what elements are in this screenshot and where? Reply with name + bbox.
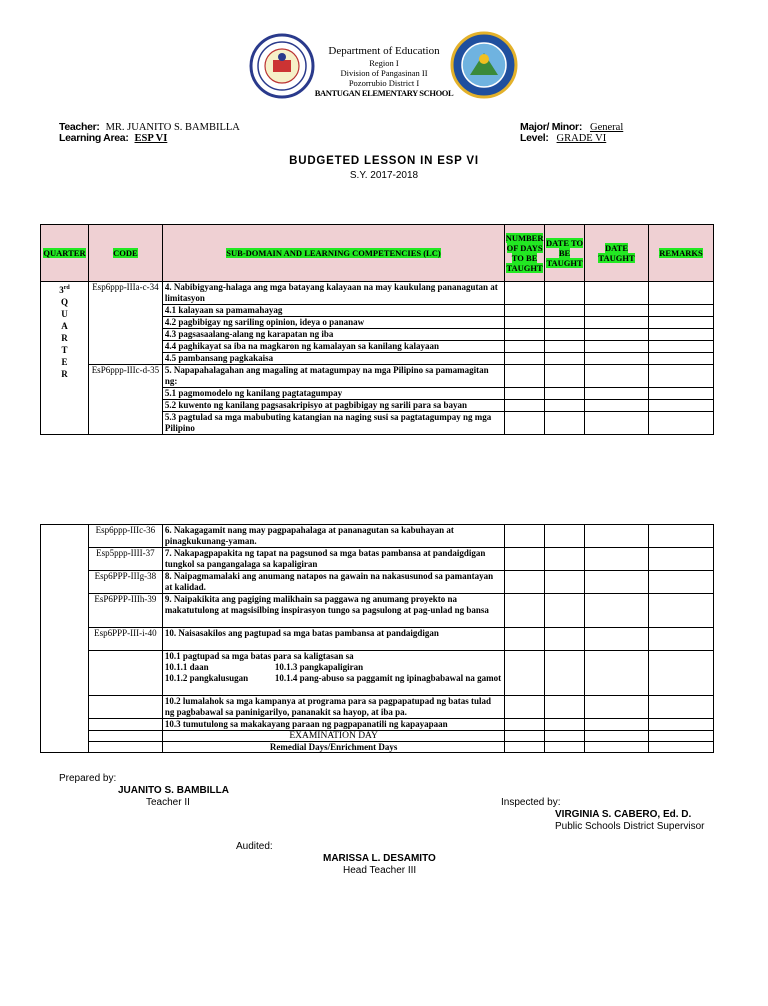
- lc-cell: 10. Naisasakilos ang pagtupad sa mga batas pambansa at pandaigdigan: [162, 628, 505, 651]
- table-row: [41, 282, 714, 305]
- division-name: Division of Pangasinan II: [340, 68, 428, 78]
- lc-cell: 4.4 paghikayat sa iba na magkaron ng kamalayan sa kanilang kalayaan: [162, 341, 504, 353]
- area-line: [59, 132, 167, 144]
- date-taught-header: DATE TAUGHT: [585, 225, 649, 282]
- lc-cell: 10.3 tumutulong sa makakayang paraan ng pagpapanatili ng kapayapaan: [162, 719, 505, 731]
- table-row: [41, 719, 714, 731]
- lc-cell: 10.1 pagtupad sa mga batas para sa kaligtasan sa 10.1.1 daan 10.1.3 pangkapaligiran 10.1.2 pangkalusugan 10.1.4 pang-abuso sa paggamit ng ipinagbabawal na gamot: [162, 651, 505, 696]
- code-header: CODE: [88, 225, 162, 282]
- major-value: General: [590, 122, 624, 133]
- code-cell: Esp6PPP-III-i-40: [88, 628, 162, 651]
- code-cell: Esp6ppp-IIIa-c-34: [88, 282, 162, 365]
- lc-cell: 4.5 pambansang pagkakaisa: [162, 353, 504, 365]
- teacher-value: MR. JUANITO S. BAMBILLA: [105, 122, 240, 133]
- lc-cell: 8. Naipagmamalaki ang anumang natapos na gawain na nakasusunod sa pamantayan at kalidad.: [162, 571, 505, 594]
- table-row: [41, 651, 714, 696]
- inspected-position: Public Schools District Supervisor: [555, 821, 705, 832]
- prepared-name: JUANITO S. BAMBILLA: [118, 785, 229, 796]
- code-cell: EsP6PPP-IIIh-39: [88, 594, 162, 628]
- code-cell: Esp5ppp-IIII-37: [88, 548, 162, 571]
- lc-cell: 5. Napapahalagahan ang magaling at matagumpay na mga Pilipino sa pamamagitan ng:: [162, 365, 504, 388]
- lc-cell: 5.1 pagmomodelo ng kanilang pagtatagumpay: [162, 388, 504, 400]
- quarter-header: QUARTER: [41, 225, 89, 282]
- date-to-header: DATE TO BE TAUGHT: [545, 225, 585, 282]
- lc-cell: 4. Nabibigyang-halaga ang mga batayang kalayaan na may kaukulang pananagutan at limitasyon: [162, 282, 504, 305]
- lesson-table-1: [40, 224, 714, 435]
- table-row: [41, 548, 714, 571]
- page-title: BUDGETED LESSON IN ESP VI: [289, 155, 479, 167]
- major-label: Major/ Minor:: [520, 121, 583, 133]
- level-line: [520, 132, 606, 144]
- table-row: [41, 696, 714, 719]
- table-row: [41, 365, 714, 388]
- lc-cell: 9. Naipakikita ang pagiging malikhain sa paggawa ng anumang proyekto na makatutulong at magsisilbing inspirasyon tungo sa pagsulong at pag-unlad ng bansa: [162, 594, 505, 628]
- audited-label: Audited:: [236, 841, 273, 852]
- lc-cell: 10.2 lumalahok sa mga kampanya at programa para sa pagpapatupad ng batas tulad ng pagbabawal sa paninigarilyo, pananakit sa hayop, at iba pa.: [162, 696, 505, 719]
- lc-cell: 5.2 kuwento ng kanilang pagsasakripisyo at pagbibigay ng sarili para sa bayan: [162, 400, 504, 412]
- table-row: [41, 628, 714, 651]
- prepared-label: Prepared by:: [59, 773, 117, 784]
- audited-name: MARISSA L. DESAMITO: [323, 853, 436, 864]
- lc-cell: 5.3 pagtulad sa mga mabubuting katangian na naging susi sa pagtatagumpay ng mga Pilipino: [162, 412, 504, 435]
- lc-cell: 7. Nakapagpapakita ng tapat na pagsunod sa mga batas pambansa at pandaigdigan tungkol sa pangangalaga sa kapaligiran: [162, 548, 505, 571]
- table-row: [41, 594, 714, 628]
- quarter-cell: [41, 525, 89, 753]
- lesson-table-2: [40, 524, 714, 753]
- prepared-position: Teacher II: [146, 797, 190, 808]
- school-year: S.Y. 2017-2018: [349, 170, 419, 181]
- department-name: Department of Education: [328, 45, 440, 57]
- quarter-cell: 3rd Q U A R T E R: [41, 282, 89, 435]
- lc-header: SUB-DOMAIN AND LEARNING COMPETENCIES (LC): [162, 225, 504, 282]
- inspected-name: VIRGINIA S. CABERO, Ed. D.: [555, 809, 692, 820]
- table-row: [41, 571, 714, 594]
- area-value: ESP VI: [134, 133, 168, 144]
- lc-cell: 6. Nakagagamit nang may pagpapahalaga at pananagutan sa kabuhayan at pinagkukunang-yaman.: [162, 525, 505, 548]
- level-label: Level:: [520, 132, 549, 144]
- remarks-header: REMARKS: [648, 225, 713, 282]
- teacher-label: Teacher:: [59, 121, 100, 133]
- level-value: GRADE VI: [556, 133, 607, 144]
- district-name: Pozorrubio District I: [348, 78, 420, 88]
- table-row: [41, 731, 714, 742]
- region-name: Region I: [369, 58, 399, 68]
- code-cell: Esp6PPP-IIIg-38: [88, 571, 162, 594]
- lc-cell: 4.1 kalayaan sa pamamahayag: [162, 305, 504, 317]
- table-header-row: [41, 225, 714, 282]
- days-header: NUMBER OF DAYS TO BE TAUGHT: [505, 225, 545, 282]
- remedial-day-cell: Remedial Days/Enrichment Days: [162, 742, 505, 753]
- lc-cell: 4.2 pagbibigay ng sariling opinion, ideya o pananaw: [162, 317, 504, 329]
- inspected-label: Inspected by:: [501, 797, 561, 808]
- code-cell: EsP6ppp-IIIc-d-35: [88, 365, 162, 435]
- code-cell: Esp6ppp-IIIc-36: [88, 525, 162, 548]
- exam-day-cell: EXAMINATION DAY: [162, 731, 505, 742]
- area-label: Learning Area:: [59, 132, 129, 144]
- school-name: BANTUGAN ELEMENTARY SCHOOL: [314, 88, 454, 98]
- table-row: [41, 525, 714, 548]
- table-row: [41, 742, 714, 753]
- audited-position: Head Teacher III: [343, 865, 417, 876]
- lc-cell: 4.3 pagsasaalang-alang ng karapatan ng iba: [162, 329, 504, 341]
